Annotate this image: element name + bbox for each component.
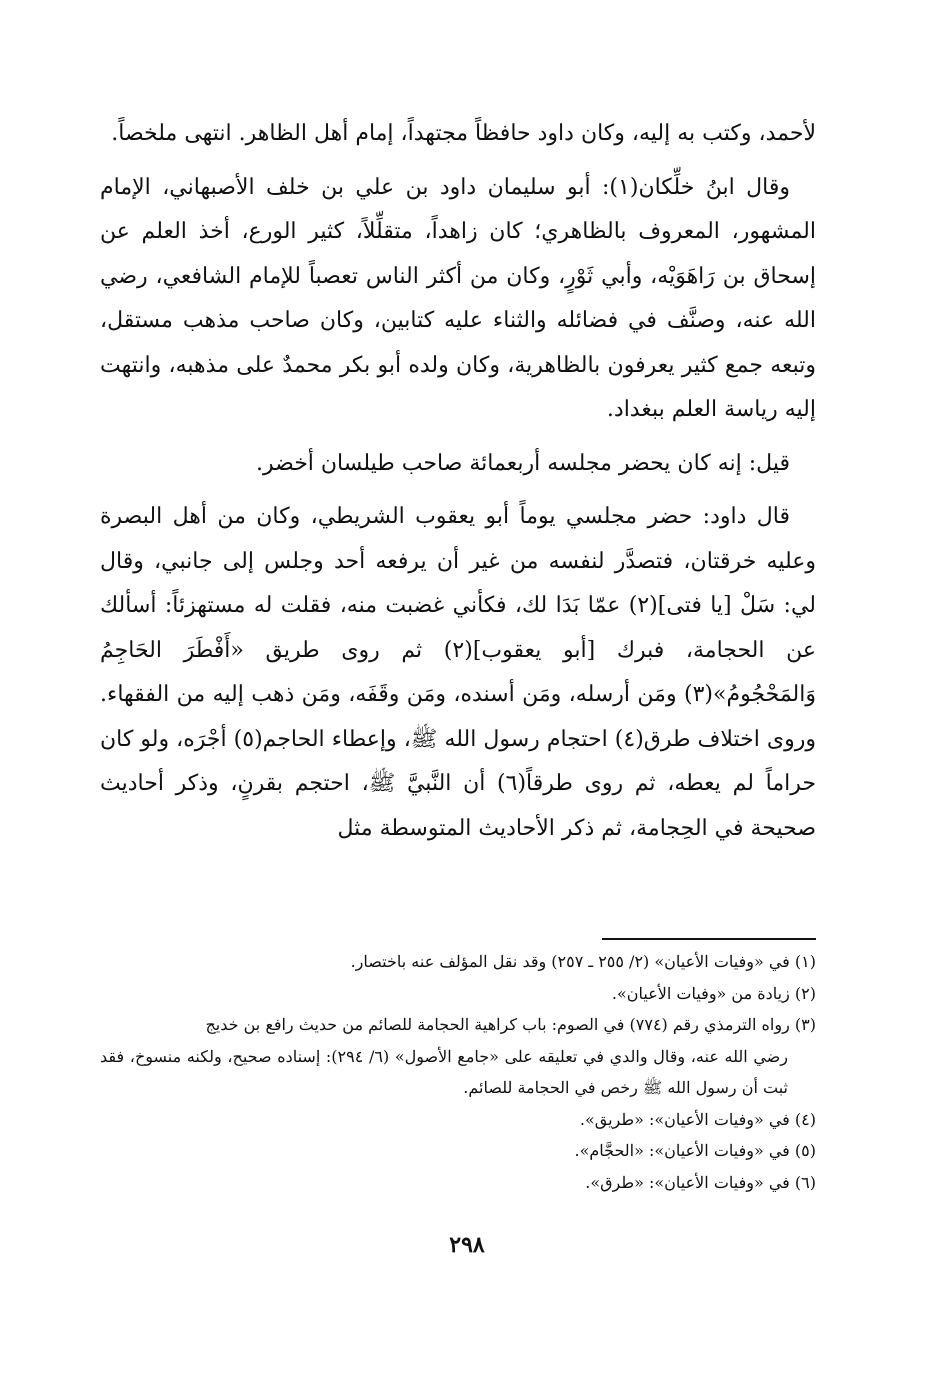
page-number: ٢٩٨ (449, 1232, 485, 1258)
footnote-6: (٦) في «وفيات الأعيان»: «طرق». (585, 1172, 816, 1192)
footnotes (100, 946, 816, 1198)
footnote-3-rest: رضي الله عنه، وقال والدي في تعليقه على «جامع الأصول» (٦/ ٢٩٤): إسناده صحيح، ولكنه منسوخ، فقد ثبت أن رسول الله ﷺ رخص في الحجامة للصائم. (100, 1046, 788, 1097)
main-text (100, 112, 816, 860)
footnote-4: (٤) في «وفيات الأعيان»: «طريق». (579, 1109, 816, 1129)
footnote-separator (602, 938, 816, 940)
paragraph-3: قيل: إنه كان يحضر مجلسه أربعمائة صاحب طيلسان أخضر. (255, 450, 790, 476)
footnote-3-first: (٣) رواه الترمذي رقم (٧٧٤) في الصوم: باب كراهية الحجامة للصائم من حديث رافع بن خديج (205, 1015, 816, 1034)
paragraph-4: قال داود: حضر مجلسي يوماً أبو يعقوب الشريطي، وكان من أهل البصرة وعليه خرقتان، فتصدَّر لنفسه من غير أن يرفعه أحد وجلس إلى جانبي، وقال لي: سَلْ [يا فتى](٢) عمّا بَدَا لك، فكأني غضبت منه، فقلت له مستهزئاً: أسألك عن الحجامة، فبرك [أبو يعقوب](٢) ثم روى طريق «أَفْطَرَ الحَاجِمُ وَالمَحْجُومُ»(٣) ومَن أرسله، ومَن أسنده، ومَن وقَفَه، ومَن ذهب إليه من الفقهاء. وروى اختلاف طرق(٤) احتجام رسول الله ﷺ، وإعطاء الحاجم(٥) أجْرَه، ولو كان حراماً لم يعطه، ثم روى طرقاً(٦) أن النَّبيَّ ﷺ، احتجم بقرنٍ، وذكر أحاديث صحيحة في الحِجامة، ثم ذكر الأحاديث المتوسطة مثل (100, 504, 817, 841)
footnote-3 (100, 1009, 816, 1104)
footnote-5: (٥) في «وفيات الأعيان»: «الحجَّام». (574, 1141, 816, 1160)
footnote-1: (١) في «وفيات الأعيان» (٢/ ٢٥٥ ـ ٢٥٧) وقد نقل المؤلف عنه باختصار. (350, 952, 816, 971)
footnote-2: (٢) زيادة من «وفيات الأعيان». (611, 983, 816, 1003)
paragraph-1: لأحمد، وكتب به إليه، وكان داود حافظاً مجتهداً، إمام أهل الظاهر. انتهى ملخصاً. (111, 121, 816, 146)
paragraph-2: وقال ابنُ خلِّكان(١): أبو سليمان داود بن علي بن خلف الأصبهاني، الإمام المشهور، المعروف بالظاهري؛ كان زاهداً، متقلِّلاً، كثير الورع، أخذ العلم عن إسحاق بن رَاهَوَيْه، وأبي ثَوْرٍ، وكان من أكثر الناس تعصباً للإمام الشافعي، رضي الله عنه، وصنَّف في فضائله والثناء عليه كتابين، وكان صاحب مذهب مستقل، وتبعه جمع كثير يعرفون بالظاهرية، وكان ولده أبو بكر محمدٌ على مذهبه، وانتهت إليه رياسة العلم ببغداد. (100, 174, 816, 422)
